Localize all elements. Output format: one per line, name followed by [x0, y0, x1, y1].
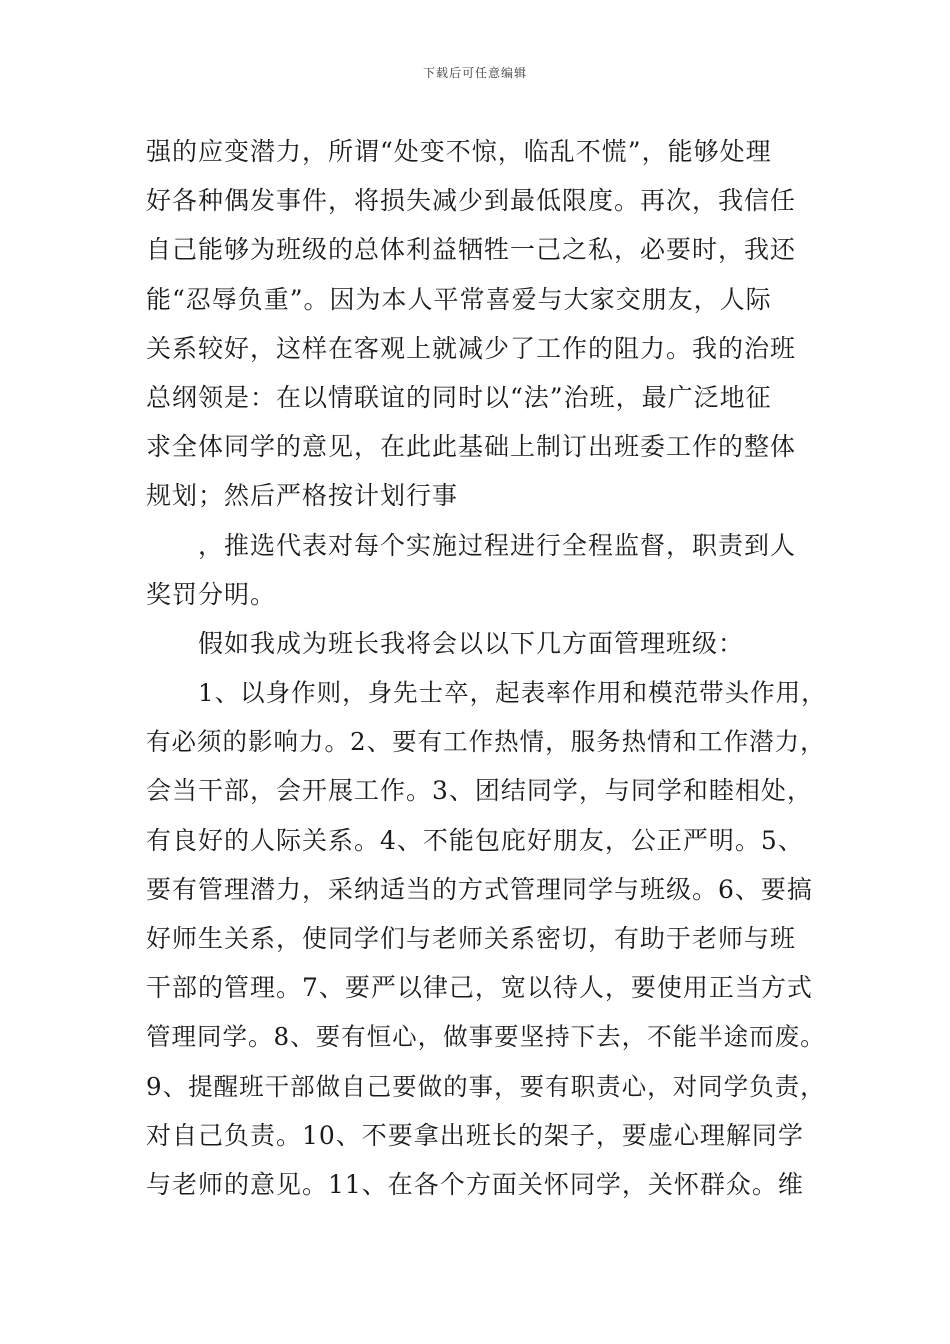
text-line: 总纲领是：在以情联谊的同时以“法”治班，最广泛地征 [146, 382, 772, 412]
text-line: 管理同学。8、要有恒心，做事要坚持下去，不能半途而废。 [146, 1022, 826, 1052]
text-line: 强的应变潜力，所谓“处变不惊，临乱不慌”，能够处理 [146, 137, 772, 166]
text-line: 要有管理潜力，采纳适当的方式管理同学与班级。6、要搞 [146, 874, 813, 904]
text-line: 会当干部，会开展工作。3、团结同学，与同学和睦相处， [146, 776, 813, 806]
text-line: 有必须的影响力。2、要有工作热情，服务热情和工作潜力， [146, 727, 826, 757]
text-line: 1、以身作则，身先士卒，起表率作用和模范带头作用， [198, 678, 827, 708]
text-line: 有良好的人际关系。4、不能包庇好朋友，公正严明。5、 [146, 825, 804, 855]
text-line: 奖罚分明。 [146, 579, 277, 609]
text-line: 关系较好，这样在客观上就减少了工作的阻力。我的治班 [146, 333, 797, 363]
text-line: 好师生关系，使同学们与老师关系密切，有助于老师与班 [146, 924, 797, 953]
text-line: 假如我成为班长我将会以以下几方面管理班级： [198, 628, 745, 658]
text-line: 与老师的意见。11、在各个方面关怀同学，关怀群众。维 [146, 1169, 804, 1199]
text-line: ，推选代表对每个实施过程进行全程监督，职责到人 [198, 530, 797, 560]
text-line: 求全体同学的意见，在此此基础上制订出班委工作的整体 [146, 432, 797, 462]
text-line: 对自己负责。10、不要拿出班长的架子，要虚心理解同学 [146, 1120, 804, 1150]
text-line: 干部的管理。7、要严以律己，宽以待人，要使用正当方式 [146, 973, 813, 1003]
page-header: 下载后可任意编辑 [422, 66, 527, 80]
text-line: 能“忍辱负重”。因为本人平常喜爱与大家交朋友，人际 [146, 284, 772, 314]
text-line: 自己能够为班级的总体利益牺牲一己之私，必要时，我还 [146, 235, 797, 265]
text-line: 9、提醒班干部做自己要做的事，要有职责心，对同学负责， [146, 1071, 826, 1101]
text-line: 规划；然后严格按计划行事 [146, 481, 459, 511]
body-text [146, 127, 836, 1209]
text-line: 好各种偶发事件，将损失减少到最低限度。再次，我信任 [146, 186, 797, 216]
